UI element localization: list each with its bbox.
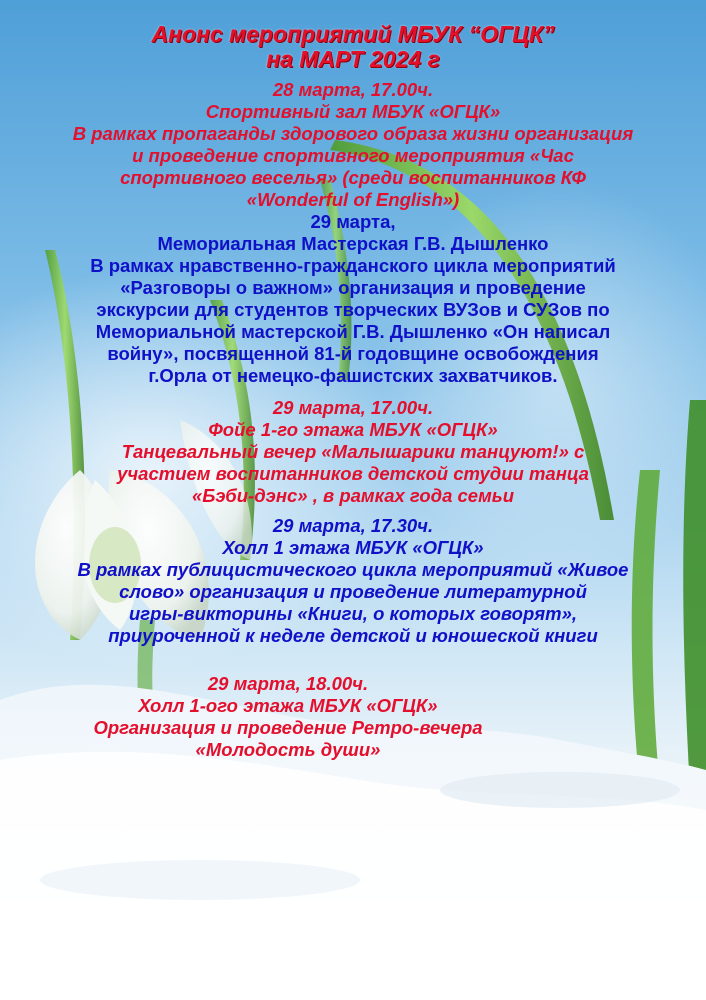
event-date: 29 марта, 17.30ч.: [272, 515, 434, 536]
event-place: Фойе 1-го этажа МБУК «ОГЦК»: [208, 419, 498, 440]
event-item: [0, 79, 706, 211]
event-list: [0, 79, 706, 761]
event-place: Холл 1 этажа МБУК «ОГЦК»: [222, 537, 484, 558]
event-date: 28 марта, 17.00ч.: [272, 79, 434, 100]
event-description-line: участием воспитанников детской студии танца: [117, 463, 589, 484]
event-description-line: Организация и проведение Ретро-вечера: [93, 717, 483, 738]
event-item: [0, 397, 706, 507]
event-place: Спортивный зал МБУК «ОГЦК»: [205, 101, 501, 122]
event-description-line: спортивного веселья» (среди воспитанников КФ: [120, 167, 586, 188]
event-description-line: Мемориальной мастерской Г.В. Дышленко «Он написал: [95, 321, 611, 342]
title-line-2: на МАРТ 2024 г: [266, 46, 440, 72]
event-description-line: В рамках нравственно-гражданского цикла мероприятий: [90, 255, 616, 276]
event-item: [0, 515, 706, 647]
event-description-line: г.Орла от немецко-фашистских захватчиков.: [148, 365, 558, 386]
event-date: 29 марта, 17.00ч.: [272, 397, 434, 418]
event-description-line: «Wonderful of English»): [246, 189, 460, 210]
event-description-line: В рамках публицистического цикла мероприятий «Живое: [77, 559, 629, 580]
event-description-line: игры-викторины «Книги, о которых говорят»,: [128, 603, 578, 624]
event-description-line: слово» организация и проведение литературной: [119, 581, 587, 602]
event-place: Холл 1-ого этажа МБУК «ОГЦК»: [138, 695, 438, 716]
event-date: 29 марта,: [310, 211, 396, 232]
event-description-line: «Разговоры о важном» организация и проведение: [120, 277, 586, 298]
event-description-line: «Бэби-дэнс» , в рамках года семьи: [191, 485, 515, 506]
event-date: 29 марта, 18.00ч.: [207, 673, 369, 694]
event-description-line: экскурсии для студентов творческих ВУЗов и СУЗов по: [96, 299, 610, 320]
announcement-title: [0, 22, 706, 72]
event-item: [0, 211, 706, 387]
event-description-line: «Молодость души»: [195, 739, 381, 760]
event-item: [0, 673, 706, 761]
event-description-line: приуроченной к неделе детской и юношеской книги: [108, 625, 598, 646]
event-description-line: и проведение спортивного мероприятия «Час: [132, 145, 574, 166]
event-place: Мемориальная Мастерская Г.В. Дышленко: [157, 233, 549, 254]
title-line-1: Анонс мероприятий МБУК “ОГЦК”: [151, 21, 555, 47]
event-description-line: В рамках пропаганды здорового образа жизни организация: [72, 123, 634, 144]
event-description-line: войну», посвященной 81-й годовщине освобождения: [107, 343, 599, 364]
event-description-line: Танцевальный вечер «Малышарики танцуют!» с: [121, 441, 585, 462]
